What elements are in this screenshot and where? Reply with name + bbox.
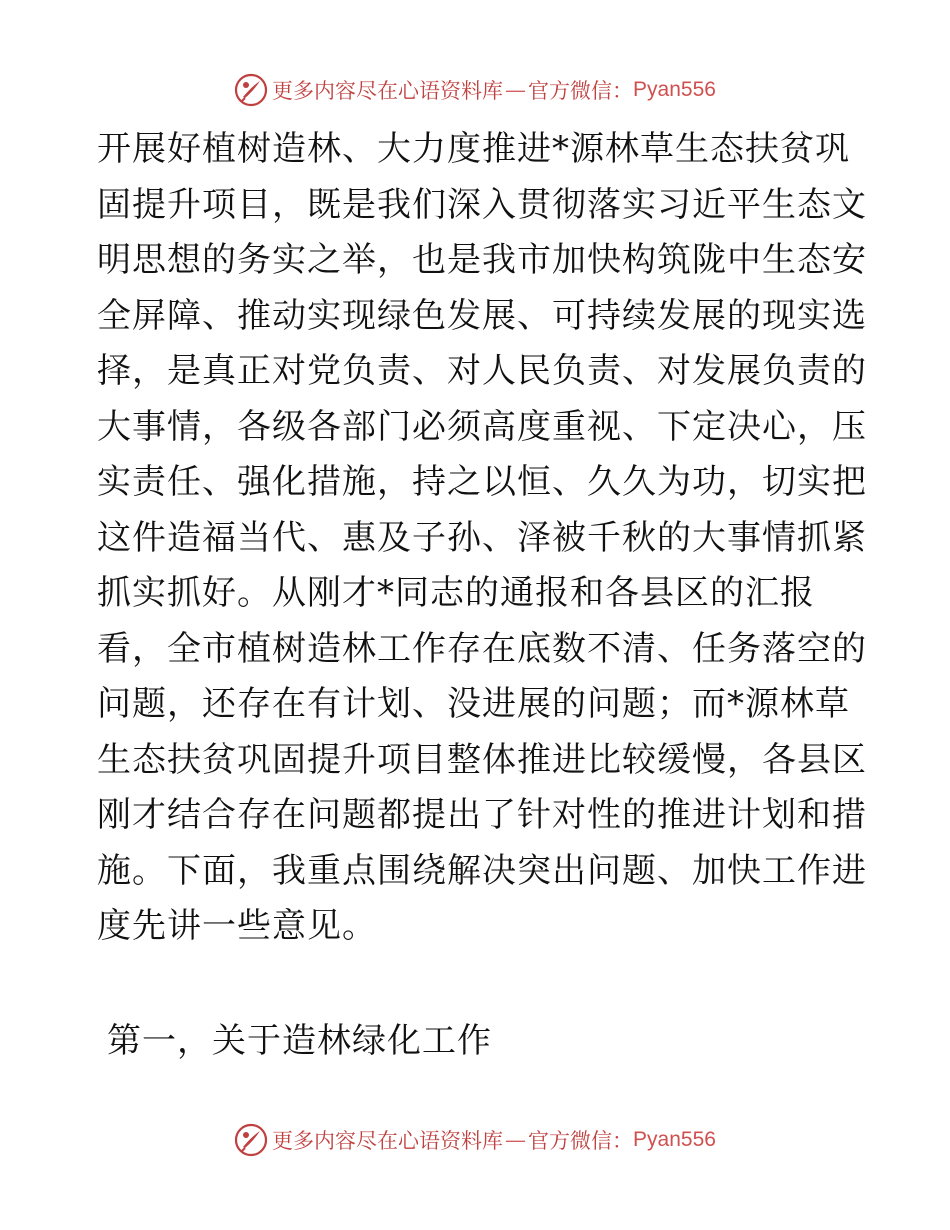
paragraph-line: 固提升项目，既是我们深入贯彻落实习近平生态文 — [97, 184, 867, 225]
paragraph-line: 刚才结合存在问题都提出了针对性的推进计划和措 — [97, 795, 867, 835]
feather-pen-logo-icon — [234, 73, 268, 107]
banner-text: 更多内容尽在心语资料库 — [272, 1129, 504, 1153]
paragraph-line: 择，是真正对党负责、对人民负责、对发展负责的 — [97, 351, 867, 391]
paragraph-line: 明思想的务实之举，也是我市加快构筑陇中生态安 — [97, 240, 867, 280]
banner-wechat-id: Pyan556 — [633, 1128, 716, 1151]
banner-wechat-label: 官方微信： — [528, 79, 634, 103]
paragraph-line: 生态扶贫巩固提升项目整体推进比较缓慢，各县区 — [97, 739, 867, 780]
body-paragraph — [97, 122, 867, 955]
banner-dash: — — [505, 78, 527, 102]
paragraph-line: 施。下面，我重点围绕解决突出问题、加快工作进 — [97, 850, 867, 891]
banner-wechat-id: Pyan556 — [633, 78, 716, 101]
paragraph-line: 问题，还存在有计划、没进展的问题；而*源林草 — [97, 684, 850, 724]
banner-wechat-label: 官方微信： — [528, 1129, 634, 1153]
header-watermark-banner — [0, 70, 950, 110]
paragraph-line: 度先讲一些意见。 — [97, 906, 377, 946]
banner-text: 更多内容尽在心语资料库 — [272, 79, 504, 103]
paragraph-line: 大事情，各级各部门必须高度重视、下定决心，压 — [97, 406, 867, 447]
paragraph-line: 开展好植树造林、大力度推进*源林草生态扶贫巩 — [97, 129, 850, 169]
footer-watermark-banner — [0, 1120, 950, 1160]
section-heading: 第一，关于造林绿化工作 — [107, 1021, 492, 1061]
paragraph-line: 抓实抓好。从刚才*同志的通报和各县区的汇报 — [97, 573, 815, 613]
paragraph-line: 这件造福当代、惠及子孙、泽被千秋的大事情抓紧 — [97, 517, 867, 558]
paragraph-line: 实责任、强化措施，持之以恒、久久为功，切实把 — [97, 462, 867, 502]
paragraph-line: 全屏障、推动实现绿色发展、可持续发展的现实选 — [97, 295, 867, 336]
banner-dash: — — [505, 1128, 527, 1152]
paragraph-line: 看，全市植树造林工作存在底数不清、任务落空的 — [97, 628, 867, 669]
feather-pen-logo-icon — [234, 1123, 268, 1157]
